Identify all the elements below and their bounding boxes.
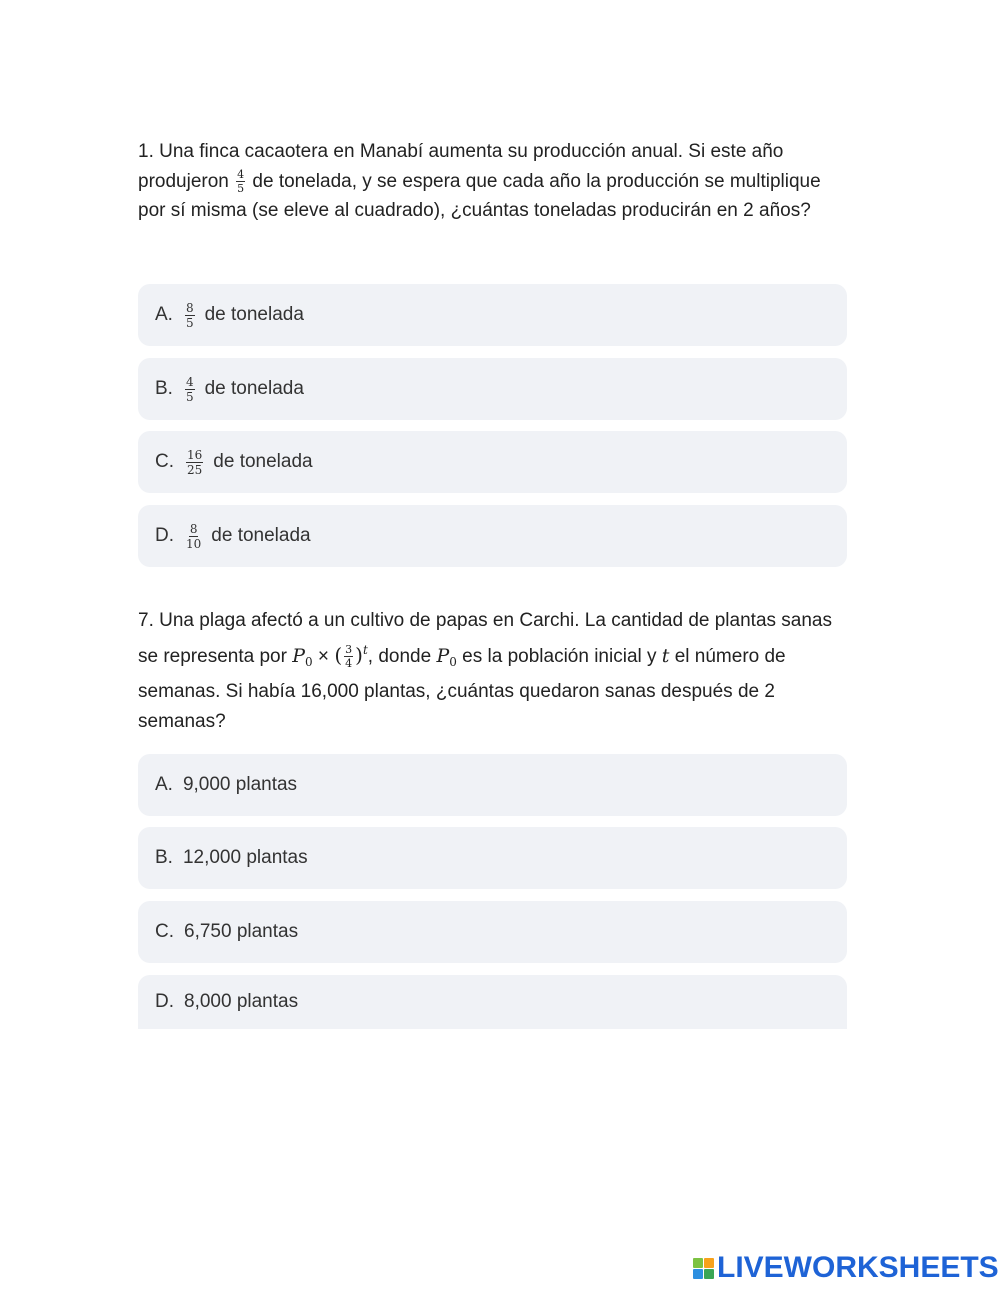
option-letter: C. xyxy=(155,451,174,472)
fraction-numerator: 8 xyxy=(189,521,198,536)
question-7-text-part-2: , donde xyxy=(367,645,432,667)
logo-square-dark-green xyxy=(704,1269,714,1279)
question-1-option-b[interactable] xyxy=(138,358,847,420)
formula-p: P xyxy=(436,644,450,667)
question-7-text-part-1: Una plaga afectó a un cultivo de papas en Carchi. La cantidad de plantas sanas se representa por xyxy=(138,610,832,667)
option-fraction xyxy=(185,376,195,403)
formula-subscript: 0 xyxy=(305,654,313,669)
question-7-number: 7. xyxy=(138,610,154,631)
formula-open-paren: ( xyxy=(334,642,343,667)
question-1-text-part-1: Una finca cacaotera en Manabí aumenta su producción anual. Si este año produjeron xyxy=(138,141,784,192)
option-letter: D. xyxy=(155,525,174,546)
formula-times: × xyxy=(317,645,330,667)
logo-text: LIVEWORKSHEETS xyxy=(717,1251,999,1284)
logo-icon xyxy=(693,1258,714,1279)
fraction-numerator: 16 xyxy=(187,447,203,462)
formula-p0 xyxy=(292,645,312,667)
formula-close-paren: ) xyxy=(355,642,363,667)
question-7-option-d[interactable] xyxy=(138,975,847,1029)
option-letter: A. xyxy=(155,774,173,795)
question-1-text-part-2: de tonelada, y se espera que cada año la producción se multiplique por sí misma (se eleve al cuadrado), ¿cuántas toneladas producirán en 2 años? xyxy=(138,170,821,221)
variable-t: t xyxy=(661,644,670,667)
fraction-denominator: 25 xyxy=(187,462,203,477)
question-1-text xyxy=(138,137,838,226)
question-1-fraction xyxy=(236,169,245,194)
option-letter: A. xyxy=(155,304,173,325)
fraction-numerator: 3 xyxy=(345,642,353,656)
question-7-option-c[interactable] xyxy=(138,901,847,963)
option-text: de tonelada xyxy=(211,525,311,546)
logo-square-green xyxy=(693,1258,703,1268)
option-fraction xyxy=(186,523,201,550)
option-text: 8,000 plantas xyxy=(184,991,299,1012)
formula-fraction xyxy=(344,644,353,669)
liveworksheets-logo xyxy=(693,1253,999,1283)
option-text: 9,000 plantas xyxy=(182,774,298,795)
question-7-text xyxy=(138,606,838,736)
option-letter: C. xyxy=(155,921,174,942)
formula-p: P xyxy=(292,644,305,667)
fraction-denominator: 10 xyxy=(186,536,202,551)
option-text: de tonelada xyxy=(204,304,304,325)
option-text: 12,000 plantas xyxy=(182,847,308,868)
fraction-numerator: 4 xyxy=(185,374,194,389)
fraction-denominator: 5 xyxy=(185,315,194,330)
option-text: de tonelada xyxy=(213,451,313,472)
option-text: 6,750 plantas xyxy=(184,921,299,942)
question-1-option-c[interactable] xyxy=(138,431,847,493)
option-letter: D. xyxy=(155,991,174,1012)
option-letter: B. xyxy=(155,378,173,399)
question-7-text-part-4: el número de semanas. Si había 16,000 plantas, ¿cuántas quedaron sanas después de 2 semanas? xyxy=(138,645,786,732)
question-1-option-d[interactable] xyxy=(138,505,847,567)
option-text: de tonelada xyxy=(204,378,304,399)
question-7-option-b[interactable] xyxy=(138,827,847,889)
formula-subscript: 0 xyxy=(449,654,457,669)
fraction-denominator: 5 xyxy=(185,389,194,404)
formula-p0-inline xyxy=(436,645,456,667)
logo-square-blue xyxy=(693,1269,703,1279)
formula-exponent: t xyxy=(362,642,368,657)
fraction-denominator: 5 xyxy=(237,181,245,195)
option-fraction xyxy=(185,302,195,329)
fraction-numerator: 8 xyxy=(185,300,194,315)
option-letter: B. xyxy=(155,847,173,868)
fraction-numerator: 4 xyxy=(237,167,245,181)
option-fraction xyxy=(186,449,203,476)
question-7-text-part-3: es la población inicial y xyxy=(462,645,657,667)
fraction-denominator: 4 xyxy=(345,656,353,670)
question-7-option-a[interactable] xyxy=(138,754,847,816)
question-1-number: 1. xyxy=(138,141,154,162)
logo-square-orange xyxy=(704,1258,714,1268)
question-1-option-a[interactable] xyxy=(138,284,847,346)
